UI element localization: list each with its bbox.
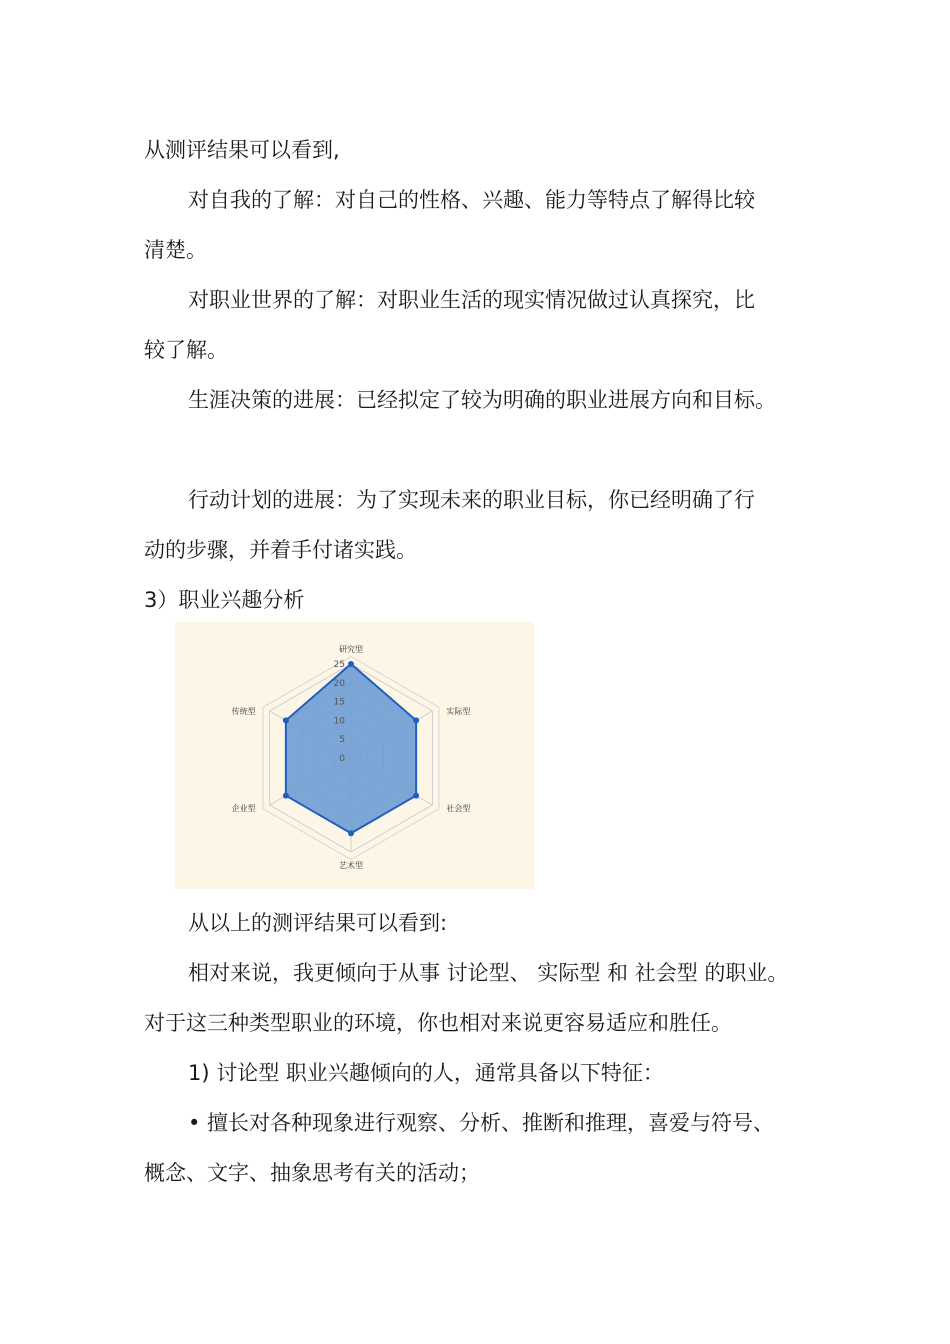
radar-tick-label: 10 bbox=[333, 716, 345, 727]
radar-data-point-企业型 bbox=[283, 793, 289, 799]
text-line-14: 概念、文字、抽象思考有关的活动； bbox=[144, 1161, 480, 1185]
radar-tick-label: 15 bbox=[333, 697, 345, 708]
text-line-2: 对自我的了解：对自己的性格、兴趣、能力等特点了解得比较 bbox=[188, 188, 755, 212]
radar-category-label: 企业型 bbox=[231, 804, 256, 813]
text-line-3: 清楚。 bbox=[144, 238, 207, 262]
text-line-4: 对职业世界的了解：对职业生活的现实情况做过认真探究，比 bbox=[188, 288, 755, 312]
text-line-5: 较了解。 bbox=[144, 338, 228, 362]
text-line-11: 对于这三种类型职业的环境，你也相对来说更容易适应和胜任。 bbox=[144, 1011, 732, 1035]
radar-data-point-传统型 bbox=[283, 717, 289, 723]
text-line-8: 动的步骤，并着手付诸实践。 bbox=[144, 538, 417, 562]
radar-data-point-艺术型 bbox=[348, 830, 354, 836]
text-line-10: 相对来说，我更倾向于从事 讨论型、 实际型 和 社会型 的职业。 bbox=[188, 961, 789, 985]
radar-data-point-社会型 bbox=[413, 793, 419, 799]
section-heading: 3）职业兴趣分析 bbox=[144, 588, 305, 612]
radar-tick-label: 5 bbox=[339, 735, 345, 746]
text-line-6: 生涯决策的进展：已经拟定了较为明确的职业进展方向和目标。 bbox=[188, 388, 776, 412]
radar-tick-label: 20 bbox=[333, 678, 345, 689]
radar-category-label: 社会型 bbox=[446, 804, 471, 813]
text-line-7: 行动计划的进展：为了实现未来的职业目标，你已经明确了行 bbox=[188, 488, 755, 512]
radar-category-label: 研究型 bbox=[339, 645, 363, 654]
radar-category-label: 艺术型 bbox=[339, 861, 363, 870]
radar-data-point-研究型 bbox=[348, 661, 354, 667]
radar-chart-svg bbox=[175, 622, 534, 889]
radar-category-label: 实际型 bbox=[446, 707, 471, 716]
text-line-13: • 擅长对各种现象进行观察、分析、推断和推理，喜爱与符号、 bbox=[188, 1111, 775, 1135]
text-line-12: 1) 讨论型 职业兴趣倾向的人，通常具备以下特征： bbox=[188, 1061, 664, 1085]
radar-tick-label: 25 bbox=[333, 660, 345, 670]
radar-data-point-实际型 bbox=[413, 717, 419, 723]
text-line-9: 从以上的测评结果可以看到: bbox=[188, 911, 448, 935]
text-line-1: 从测评结果可以看到, bbox=[144, 138, 340, 162]
radar-series bbox=[283, 661, 419, 836]
radar-chart bbox=[175, 622, 534, 889]
radar-category-label: 传统型 bbox=[231, 707, 256, 716]
radar-tick-label: 0 bbox=[339, 754, 345, 764]
radar-series-area bbox=[286, 664, 416, 833]
